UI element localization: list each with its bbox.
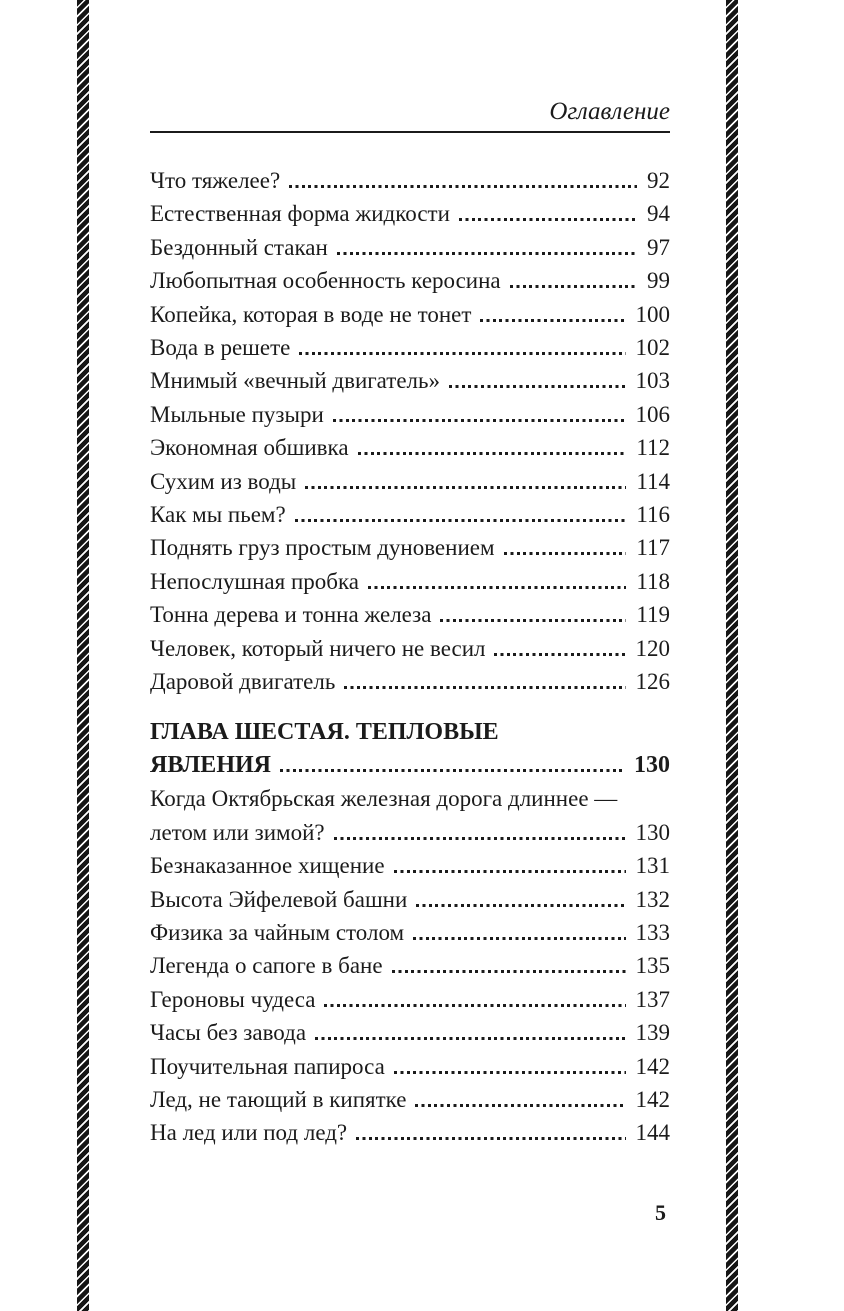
toc-entry-title: Физика за чайным столом [150, 919, 405, 945]
toc-entry-page: 103 [635, 368, 670, 394]
toc-entry-page: 118 [636, 568, 670, 594]
toc-entry-page: 102 [635, 335, 670, 361]
toc-entry [150, 983, 670, 1016]
toc-entry-title: Сухим из воды [150, 468, 297, 494]
toc-entry [150, 849, 670, 882]
toc-entry-title: Мнимый «вечный двигатель» [150, 368, 441, 394]
toc-entry-title: Что тяжелее? [150, 168, 281, 193]
toc-entry [150, 197, 670, 230]
toc-entry-title: Часы без завода [150, 1020, 307, 1046]
toc-entry [150, 331, 670, 364]
dot-leader [368, 586, 626, 589]
dot-leader [413, 937, 625, 940]
toc-entry-title: Человек, который ничего не весил [150, 635, 486, 661]
running-head [150, 98, 670, 126]
dot-leader [392, 970, 626, 973]
toc-entry-title: Безнаказанное хищение [150, 853, 385, 879]
dot-leader [289, 185, 637, 188]
toc-entry-title: Непослушная пробка [150, 568, 359, 594]
toc-entry [150, 298, 670, 331]
toc-entry-page: 112 [636, 435, 670, 461]
toc-entry-page: 133 [635, 919, 670, 945]
toc-entry [150, 598, 670, 631]
dot-leader [440, 619, 626, 622]
toc-entry-title: Поучительная папироса [150, 1053, 385, 1079]
toc-entry-title-line2: летом или зимой? [150, 819, 325, 845]
toc-entry-page: 139 [635, 1020, 670, 1046]
right-decorative-border [726, 0, 738, 1311]
dot-leader [449, 385, 625, 388]
toc-entry-title: Естественная форма жидкости [150, 201, 450, 227]
dot-leader [299, 352, 625, 355]
dot-leader [280, 769, 624, 772]
dot-leader [510, 285, 637, 288]
toc-entry [150, 164, 670, 197]
toc-entry [150, 883, 670, 916]
toc-entry-title: Экономная обшивка [150, 435, 349, 461]
chapter-heading-row [150, 716, 670, 749]
toc-entry [150, 665, 670, 698]
toc-entry-page: 120 [635, 635, 670, 661]
toc-entry [150, 498, 670, 531]
page-content [150, 0, 670, 1311]
dot-leader [480, 319, 625, 322]
toc-entry [150, 782, 670, 815]
toc-entry-title: Мыльные пузыри [150, 401, 324, 427]
toc-entry [150, 231, 670, 264]
dot-leader [504, 552, 627, 555]
toc-entry-page: 99 [647, 268, 670, 294]
dot-leader [494, 653, 625, 656]
toc-entry [150, 565, 670, 598]
header-rule [150, 131, 670, 133]
dot-leader [333, 419, 626, 422]
toc-entry-page: 131 [635, 853, 670, 879]
toc-entry [150, 949, 670, 982]
toc-entry-title: Тонна дерева и тонна железа [150, 602, 432, 628]
toc-entry-page: 126 [635, 669, 670, 695]
toc-entry [150, 1116, 670, 1149]
toc-entry-page: 119 [636, 602, 670, 628]
dot-leader [459, 218, 637, 221]
dot-leader [356, 1137, 625, 1140]
dot-leader [337, 252, 637, 255]
toc-entry [150, 364, 670, 397]
dot-leader [415, 1104, 625, 1107]
toc-entry-title: На лед или под лед? [150, 1120, 348, 1146]
toc-entry-page: 142 [635, 1086, 670, 1112]
running-head-title: Оглавление [549, 98, 670, 125]
toc-entry [150, 1083, 670, 1116]
toc-entry-title: Как мы пьем? [150, 502, 286, 528]
toc-entry [150, 465, 670, 498]
toc-entry [150, 431, 670, 464]
toc-entry [150, 264, 670, 297]
dot-leader [394, 870, 626, 873]
toc-entry [150, 1016, 670, 1049]
toc-entry-page: 92 [647, 168, 670, 193]
toc-entry-page: 94 [647, 201, 670, 227]
dot-leader [334, 837, 626, 840]
toc-entry [150, 916, 670, 949]
toc-entry-page: 97 [647, 234, 670, 260]
dot-leader [315, 1037, 625, 1040]
dot-leader [305, 486, 626, 489]
dot-leader [324, 1004, 625, 1007]
toc-entry-title-line1: Когда Октябрьская железная дорога длиннее — [150, 786, 618, 812]
toc-entry-title: Вода в решете [150, 335, 291, 361]
left-decorative-border [77, 0, 89, 1311]
toc-entry-page: 130 [635, 819, 670, 845]
toc-entry-page: 135 [635, 953, 670, 979]
toc-entry [150, 398, 670, 431]
toc-entry-page: 117 [636, 535, 670, 561]
toc-entry-title: Героновы чудеса [150, 986, 316, 1012]
toc-entry-title: Высота Эйфелевой башни [150, 886, 408, 912]
toc-entry-page: 142 [635, 1053, 670, 1079]
chapter-heading-line2: ЯВЛЕНИЯ [150, 751, 271, 778]
dot-leader [344, 686, 625, 689]
chapter-heading-page: 130 [634, 751, 670, 778]
toc-entry-title: Поднять груз простым дуновением [150, 535, 495, 561]
toc-entry [150, 816, 670, 849]
chapter-heading-row [150, 749, 670, 782]
toc-entry-page: 106 [635, 401, 670, 427]
toc-entry-page: 116 [636, 502, 670, 528]
dot-leader [295, 519, 627, 522]
toc-entry [150, 632, 670, 665]
toc-entry [150, 1050, 670, 1083]
toc-entry-title: Даровой двигатель [150, 669, 336, 695]
chapter-heading-line1: ГЛАВА ШЕСТАЯ. ТЕПЛОВЫЕ [150, 718, 499, 745]
toc-entry-title: Любопытная особенность керосина [150, 268, 501, 294]
toc-entry-title: Легенда о сапоге в бане [150, 953, 383, 979]
dot-leader [358, 452, 627, 455]
toc-entry-page: 132 [635, 886, 670, 912]
page-number: 5 [655, 1200, 666, 1225]
toc-entry-page: 137 [635, 986, 670, 1012]
dot-leader [394, 1071, 626, 1074]
toc-entry-title: Копейка, которая в воде не тонет [150, 301, 472, 327]
toc-entry-title: Лед, не тающий в кипятке [150, 1086, 407, 1112]
toc-list [150, 164, 670, 1150]
toc-entry-title: Бездонный стакан [150, 234, 328, 260]
toc-entry [150, 531, 670, 564]
dot-leader [416, 904, 625, 907]
toc-entry-page: 114 [636, 468, 670, 494]
toc-entry-page: 144 [635, 1120, 670, 1146]
toc-entry-page: 100 [635, 301, 670, 327]
